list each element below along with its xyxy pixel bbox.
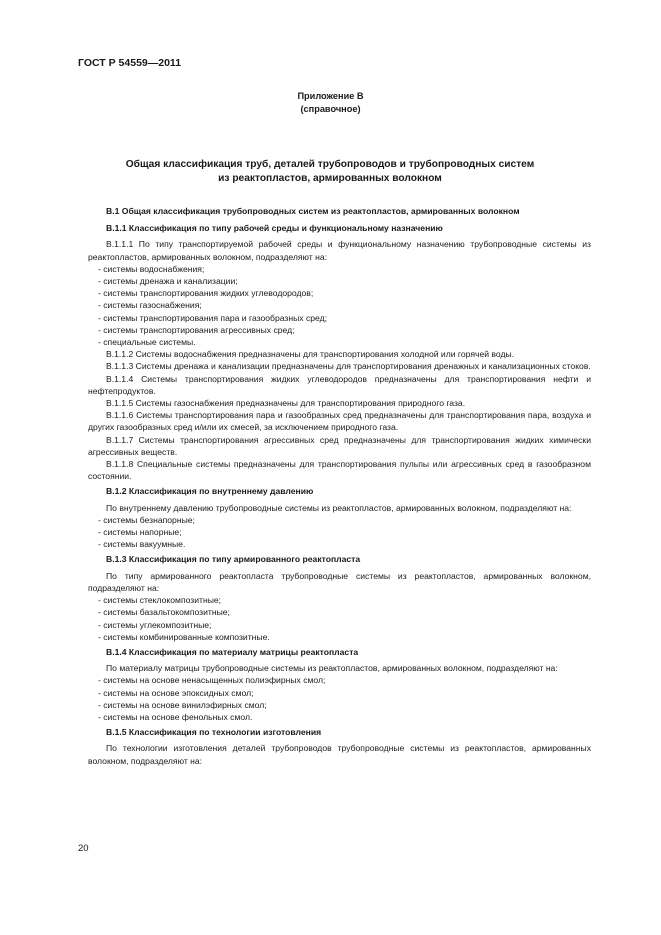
list-item: - системы дренажа и канализации; <box>98 276 238 287</box>
list-item: - системы безнапорные; <box>98 514 195 525</box>
list-item: - системы водоснабжения; <box>98 263 205 274</box>
paragraph-b15: По технологии изготовления деталей трубопроводов трубопроводные системы из реактопластов, армированных волокном, подразделяют на: <box>88 743 591 766</box>
paragraph-b14: По материалу матрицы трубопроводные системы из реактопластов, армированных волокном, подразделяют на: <box>106 663 558 674</box>
list-item: - системы транспортирования агрессивных сред; <box>98 324 295 335</box>
list-item: - системы базальтокомпозитные; <box>98 607 230 618</box>
paragraph-b116: В.1.1.6 Системы транспортирования пара и газообразных сред предназначены для транспортирования пара, воздуха и других газообразных сред и/или их смесей, за исключением природного газа. <box>88 410 591 433</box>
list-item: - системы комбинированные композитные. <box>98 631 270 642</box>
list-item: - системы напорные; <box>98 527 182 538</box>
main-title <box>90 158 570 185</box>
paragraph-b117: В.1.1.7 Системы транспортирования агрессивных сред предназначены для транспортирования жидких химически агрессивных веществ. <box>88 434 591 457</box>
section-heading-b11: В.1.1 Классификация по типу рабочей среды и функциональному назначению <box>106 223 443 234</box>
list-item: - системы на основе ненасыщенных полиэфирных смол; <box>98 675 326 686</box>
paragraph-b112: В.1.1.2 Системы водоснабжения предназначены для транспортирования холодной или горячей воды. <box>106 349 515 360</box>
page-number: 20 <box>78 843 89 854</box>
list-item: - системы стеклокомпозитные; <box>98 595 222 606</box>
content-body <box>88 205 591 767</box>
main-title-line-1: Общая классификация труб, деталей трубопроводов и трубопроводных систем <box>125 159 535 170</box>
annex-subtitle: (справочное) <box>300 104 361 114</box>
section-heading-b13: В.1.3 Классификация по типу армированного реактопласта <box>106 554 361 565</box>
list-item: - системы на основе винилэфирных смол; <box>98 699 267 710</box>
section-heading-b15: В.1.5 Классификация по технологии изготовления <box>106 727 322 738</box>
main-title-line-2: из реактопластов, армированных волокном <box>218 172 442 184</box>
list-item: - системы транспортирования жидких углеводородов; <box>98 288 314 299</box>
list-item: - специальные системы. <box>98 337 196 348</box>
list-item: - системы вакуумные. <box>98 539 186 550</box>
paragraph-b113: В.1.1.3 Системы дренажа и канализации предназначены для транспортирования дренажных и канализационных стоков. <box>106 361 591 372</box>
annex-title: Приложение В <box>297 91 364 101</box>
list-item: - системы газоснабжения; <box>98 300 202 311</box>
section-heading-b14: В.1.4 Классификация по материалу матрицы реактопласта <box>106 646 359 657</box>
paragraph-b111: В.1.1.1 По типу транспортируемой рабочей среды и функциональному назначению трубопроводные системы из реактопластов, армированных волокном, подразделяют на: <box>88 239 591 262</box>
list-item: - системы на основе эпоксидных смол; <box>98 687 254 698</box>
list-item: - системы углекомпозитные; <box>98 619 212 630</box>
document-id: ГОСТ Р 54559—2011 <box>78 57 182 69</box>
paragraph-b118: В.1.1.8 Специальные системы предназначены для транспортирования пульпы или агрессивных сред в газообразном состоянии. <box>88 459 591 482</box>
section-heading-b1: В.1 Общая классификация трубопроводных систем из реактопластов, армированных волокном <box>106 206 520 216</box>
paragraph-b115: В.1.1.5 Системы газоснабжения предназначены для транспортирования природного газа. <box>106 398 466 409</box>
paragraph-b114: В.1.1.4 Системы транспортирования жидких углеводородов предназначены для транспортирования нефти и нефтепродуктов. <box>88 373 591 396</box>
section-heading-b12: В.1.2 Классификация по внутреннему давлению <box>106 486 314 497</box>
list-item: - системы транспортирования пара и газообразных сред; <box>98 312 328 323</box>
paragraph-b13: По типу армированного реактопласта трубопроводные системы из реактопластов, армированных волокном, подразделяют на: <box>88 570 591 593</box>
paragraph-b12: По внутреннему давлению трубопроводные системы из реактопластов, армированных волокном, подразделяют на: <box>106 502 572 513</box>
list-item: - системы на основе фенольных смол. <box>98 711 253 722</box>
annex-heading <box>0 90 661 116</box>
